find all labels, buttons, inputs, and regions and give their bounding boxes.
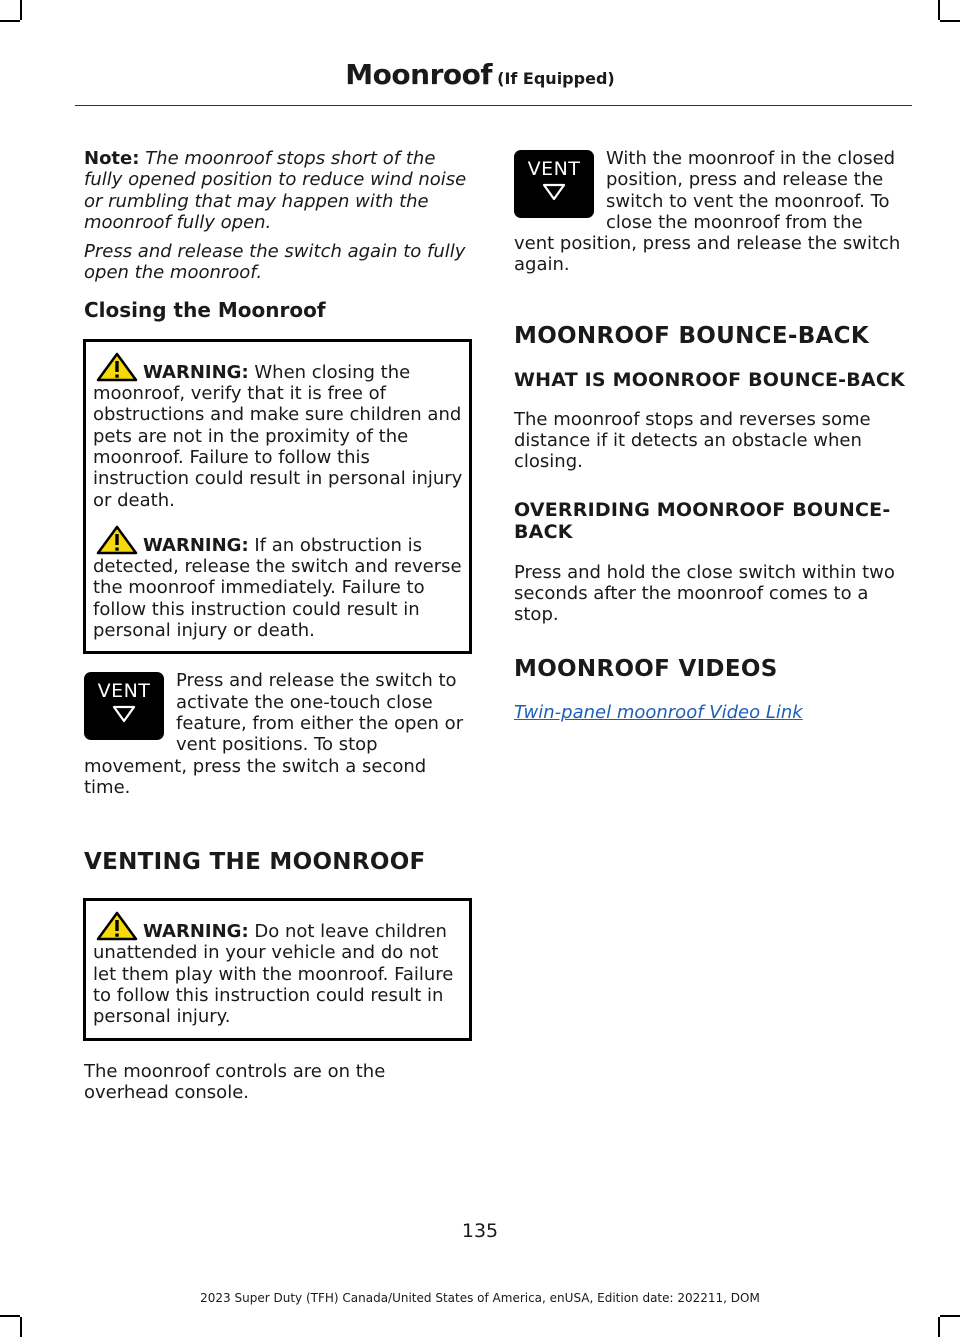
press-again-text: Press and release the switch again to fully open the moonroof. [84,241,466,284]
venting-warning-box [83,898,472,1040]
crop-mark [20,0,22,20]
videos-heading: MOONROOF VIDEOS [514,655,778,682]
closing-warning-box [83,339,472,655]
warning-text: Do not leave children unattended in your vehicle and do not let them play with the moonroof. Failure to follow this instruction could result in personal injury. [93,921,454,1028]
close-text: Press and release the switch to activate the one-touch close feature, from either the open or vent positions. To stop movement, press the switch a second time. [84,670,464,798]
warning-icon [95,525,139,555]
warning-paragraph [93,911,463,1027]
note-label: Note: [84,148,140,169]
page-header [0,58,960,91]
warning-icon [95,352,139,382]
header-rule [75,105,912,106]
closing-heading: Closing the Moonroof [84,297,326,322]
bounce-back-heading: MOONROOF BOUNCE-BACK [514,322,869,349]
crop-mark [940,1315,960,1317]
page-footer: 2023 Super Duty (TFH) Canada/United States of America, enUSA, Edition date: 202211, DOM [200,1291,760,1305]
warning-label: WARNING: [143,361,249,383]
warning-icon [95,911,139,941]
warning-text: If an obstruction is detected, release the switch and reverse the moonroof immediately. Failure to follow this instruction could result in personal injury or death. [93,534,462,642]
crop-mark [0,20,20,22]
vent-switch-label: VENT [97,680,151,703]
page-subtitle: (If Equipped) [497,69,615,88]
down-triangle-icon [112,705,136,723]
vent-switch-icon [84,672,164,740]
vent-instruction [514,148,907,276]
vent-switch-label: VENT [527,158,581,180]
crop-mark [938,0,940,20]
down-triangle-icon [542,183,566,201]
overriding-heading: OVERRIDING MOONROOF BOUNCE-BACK [514,498,891,543]
page-number: 135 [461,1220,499,1242]
what-is-text: The moonroof stops and reverses some distance if it detects an obstacle when closing. [514,408,871,473]
warning-text: When closing the moonroof, verify that it is free of obstructions and make sure children and pets are not in the proximity of the moonroof. Failure to follow this instruction could result in personal injury or death. [93,361,463,511]
vent-text: With the moonroof in the closed position, press and release the switch to vent the moonroof. To close the moonroof from the vent position, press and release the switch again. [514,148,901,276]
note-text: The moonroof stops short of the fully opened position to reduce wind noise or rumbling that may happen with the moonroof fully open. [84,148,467,233]
warning-label: WARNING: [143,534,249,556]
what-is-heading: WHAT IS MOONROOF BOUNCE-BACK [514,368,905,391]
crop-mark [940,20,960,22]
page-title: Moonroof [345,58,493,91]
warning-paragraph [93,525,463,641]
crop-mark [20,1317,22,1337]
warning-paragraph [93,352,463,511]
video-link[interactable]: Twin-panel moonroof Video Link [514,701,803,723]
venting-heading: VENTING THE MOONROOF [84,849,426,876]
controls-text: The moonroof controls are on the overhead console. [84,1060,386,1103]
crop-mark [938,1317,940,1337]
note-paragraph [84,148,474,233]
crop-mark [0,1315,20,1317]
video-paragraph [514,702,907,723]
warning-label: WARNING: [143,921,249,943]
vent-switch-icon [514,150,594,218]
overriding-text: Press and hold the close switch within two seconds after the moonroof comes to a stop. [514,561,895,626]
close-instruction [84,670,474,798]
right-column [514,148,907,723]
left-column [84,148,474,1103]
